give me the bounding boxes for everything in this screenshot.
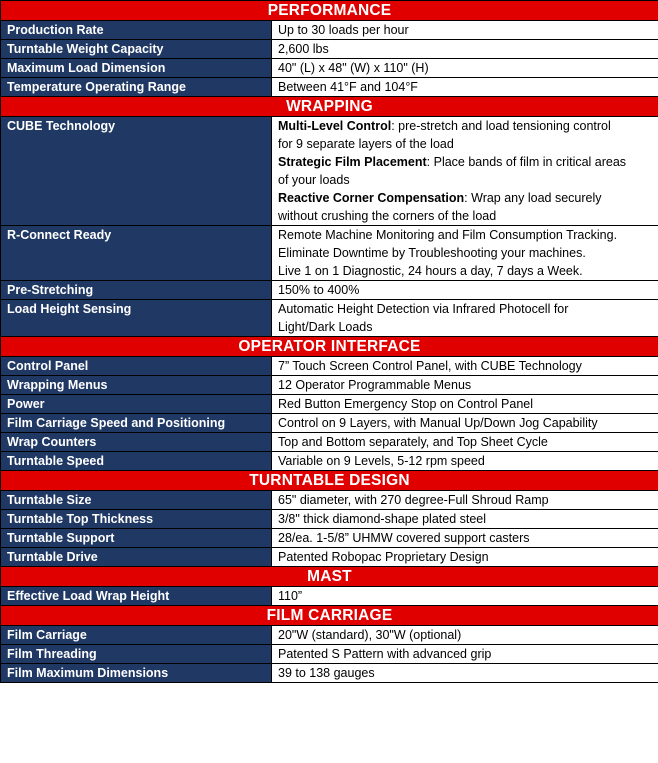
spec-value-text: Up to 30 loads per hour — [278, 23, 409, 37]
spec-value-line — [278, 153, 652, 171]
section-header-row — [1, 471, 658, 491]
spec-value-line — [278, 626, 652, 644]
spec-row — [1, 491, 658, 510]
spec-value — [272, 281, 658, 300]
spec-value-line — [278, 645, 652, 663]
spec-value-text: Red Button Emergency Stop on Control Panel — [278, 397, 534, 411]
spec-value-text: 12 Operator Programmable Menus — [278, 378, 472, 392]
spec-value — [272, 626, 658, 645]
spec-value — [272, 645, 658, 664]
spec-row — [1, 645, 658, 664]
spec-row — [1, 376, 658, 395]
spec-label: Load Height Sensing — [1, 300, 272, 337]
spec-value-text: Light/Dark Loads — [278, 320, 373, 334]
section-header-row — [1, 606, 658, 626]
spec-value — [272, 78, 658, 97]
section-header-row — [1, 1, 658, 21]
spec-row — [1, 59, 658, 78]
spec-value-line — [278, 171, 652, 189]
spec-value-line — [278, 395, 652, 413]
spec-label: Pre-Stretching — [1, 281, 272, 300]
spec-value — [272, 664, 658, 683]
section-title: WRAPPING — [1, 97, 658, 117]
spec-value-line — [278, 529, 652, 547]
spec-table-body — [1, 1, 658, 683]
spec-value-emphasis: Reactive Corner Compensation — [278, 191, 465, 205]
spec-row — [1, 281, 658, 300]
spec-label: Turntable Support — [1, 529, 272, 548]
spec-row — [1, 117, 658, 226]
spec-value-text: : Place bands of film in critical areas — [426, 155, 627, 169]
spec-value-text: of your loads — [278, 173, 350, 187]
spec-value-line — [278, 376, 652, 394]
spec-label: Control Panel — [1, 357, 272, 376]
spec-value — [272, 433, 658, 452]
spec-value-line — [278, 510, 652, 528]
spec-value-line — [278, 414, 652, 432]
spec-value — [272, 226, 658, 281]
spec-value-text: : Wrap any load securely — [464, 191, 602, 205]
spec-value-line — [278, 587, 652, 605]
spec-value — [272, 491, 658, 510]
spec-value-line — [278, 135, 652, 153]
spec-value-text: without crushing the corners of the load — [278, 209, 497, 223]
spec-value-line — [278, 433, 652, 451]
spec-row — [1, 452, 658, 471]
spec-label: Turntable Drive — [1, 548, 272, 567]
spec-label: CUBE Technology — [1, 117, 272, 226]
spec-value — [272, 414, 658, 433]
spec-value-text: 20"W (standard), 30"W (optional) — [278, 628, 462, 642]
spec-value-line — [278, 318, 652, 336]
spec-row — [1, 587, 658, 606]
spec-label: Turntable Weight Capacity — [1, 40, 272, 59]
spec-row — [1, 548, 658, 567]
spec-label: Film Maximum Dimensions — [1, 664, 272, 683]
spec-value — [272, 587, 658, 606]
spec-value-line — [278, 59, 652, 77]
spec-value-text: Control on 9 Layers, with Manual Up/Down Jog Capability — [278, 416, 598, 430]
spec-label: Turntable Speed — [1, 452, 272, 471]
spec-value-text: 40" (L) x 48" (W) x 110" (H) — [278, 61, 429, 75]
spec-label: Film Carriage — [1, 626, 272, 645]
spec-value-text: 110” — [278, 589, 303, 603]
spec-row — [1, 40, 658, 59]
section-header-row — [1, 97, 658, 117]
spec-value-line — [278, 664, 652, 682]
spec-value — [272, 21, 658, 40]
spec-row — [1, 529, 658, 548]
section-header-row — [1, 567, 658, 587]
spec-label: Production Rate — [1, 21, 272, 40]
spec-label: Turntable Size — [1, 491, 272, 510]
spec-value — [272, 376, 658, 395]
section-title: TURNTABLE DESIGN — [1, 471, 658, 491]
spec-value-line — [278, 452, 652, 470]
spec-value-text: 2,600 lbs — [278, 42, 329, 56]
spec-row — [1, 357, 658, 376]
spec-value-text: Variable on 9 Levels, 5-12 rpm speed — [278, 454, 485, 468]
spec-value-text: 39 to 138 gauges — [278, 666, 375, 680]
spec-value — [272, 452, 658, 471]
spec-value-line — [278, 78, 652, 96]
spec-value — [272, 300, 658, 337]
spec-value — [272, 117, 658, 226]
section-header-row — [1, 337, 658, 357]
spec-value-emphasis: Multi-Level Control — [278, 119, 392, 133]
spec-value — [272, 395, 658, 414]
spec-value-line — [278, 262, 652, 280]
section-title: PERFORMANCE — [1, 1, 658, 21]
spec-value-text: Patented Robopac Proprietary Design — [278, 550, 489, 564]
spec-value — [272, 40, 658, 59]
spec-value-text: : pre-stretch and load tensioning control — [391, 119, 611, 133]
spec-label: Wrapping Menus — [1, 376, 272, 395]
spec-value-text: 150% to 400% — [278, 283, 360, 297]
spec-value-line — [278, 300, 652, 318]
spec-value — [272, 548, 658, 567]
spec-value-text: for 9 separate layers of the load — [278, 137, 454, 151]
spec-value — [272, 59, 658, 78]
spec-value-text: Eliminate Downtime by Troubleshooting your machines. — [278, 246, 586, 260]
section-title: MAST — [1, 567, 658, 587]
spec-value-text: Remote Machine Monitoring and Film Consumption Tracking. — [278, 228, 618, 242]
spec-row — [1, 300, 658, 337]
section-title: FILM CARRIAGE — [1, 606, 658, 626]
spec-value-text: Patented S Pattern with advanced grip — [278, 647, 492, 661]
spec-value-line — [278, 244, 652, 262]
spec-label: Wrap Counters — [1, 433, 272, 452]
spec-label: Film Threading — [1, 645, 272, 664]
spec-value-line — [278, 226, 652, 244]
spec-label: Maximum Load Dimension — [1, 59, 272, 78]
spec-value-text: 7” Touch Screen Control Panel, with CUBE Technology — [278, 359, 582, 373]
spec-row — [1, 395, 658, 414]
spec-label: Effective Load Wrap Height — [1, 587, 272, 606]
spec-row — [1, 226, 658, 281]
spec-value-text: Automatic Height Detection via Infrared Photocell for — [278, 302, 569, 316]
spec-value-line — [278, 189, 652, 207]
spec-value-text: 3/8" thick diamond-shape plated steel — [278, 512, 487, 526]
spec-row — [1, 78, 658, 97]
spec-value-line — [278, 40, 652, 58]
spec-label: Power — [1, 395, 272, 414]
spec-value — [272, 529, 658, 548]
spec-label: R-Connect Ready — [1, 226, 272, 281]
spec-value-text: Top and Bottom separately, and Top Sheet Cycle — [278, 435, 548, 449]
spec-value-text: 65" diameter, with 270 degree-Full Shroud Ramp — [278, 493, 549, 507]
spec-row — [1, 414, 658, 433]
spec-row — [1, 626, 658, 645]
spec-value-line — [278, 357, 652, 375]
spec-value-line — [278, 548, 652, 566]
spec-value-line — [278, 21, 652, 39]
spec-value — [272, 357, 658, 376]
spec-value-text: Between 41°F and 104°F — [278, 80, 418, 94]
spec-label: Film Carriage Speed and Positioning — [1, 414, 272, 433]
spec-value-line — [278, 491, 652, 509]
spec-label: Turntable Top Thickness — [1, 510, 272, 529]
spec-value-line — [278, 281, 652, 299]
spec-value-emphasis: Strategic Film Placement — [278, 155, 427, 169]
spec-label: Temperature Operating Range — [1, 78, 272, 97]
spec-value-line — [278, 117, 652, 135]
spec-row — [1, 664, 658, 683]
spec-row — [1, 21, 658, 40]
section-title: OPERATOR INTERFACE — [1, 337, 658, 357]
spec-value — [272, 510, 658, 529]
spec-value-line — [278, 207, 652, 225]
spec-row — [1, 510, 658, 529]
spec-value-text: Live 1 on 1 Diagnostic, 24 hours a day, 7 days a Week. — [278, 264, 583, 278]
spec-value-text: 28/ea. 1-5/8” UHMW covered support casters — [278, 531, 530, 545]
spec-row — [1, 433, 658, 452]
